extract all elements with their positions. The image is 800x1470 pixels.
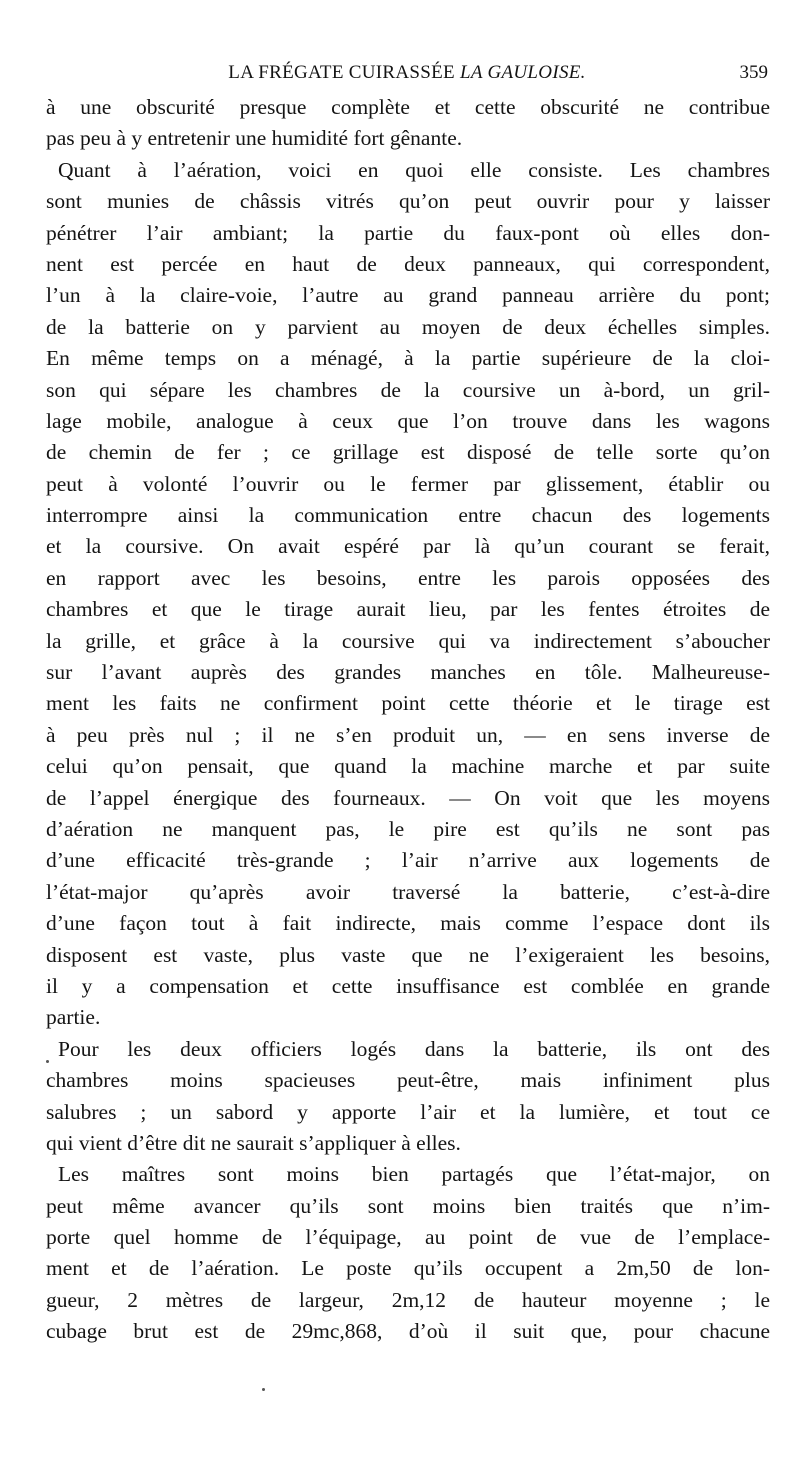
text-line: la grille, et grâce à la coursive qui va indirectement s’aboucher bbox=[46, 628, 770, 653]
text-line: à une obscurité presque complète et cette obscurité ne contribue bbox=[46, 95, 770, 119]
text-line: peut même avancer qu’ils sont moins bien traités que n’im- bbox=[46, 1193, 770, 1218]
text-line: qui vient d’être dit ne saurait s’appliquer à elles. bbox=[46, 1130, 461, 1155]
text-line: Pour les deux officiers logés dans la batterie, ils ont des bbox=[58, 1036, 770, 1061]
text-line: son qui sépare les chambres de la coursive un à-bord, un gril- bbox=[46, 377, 770, 402]
print-speck bbox=[262, 1388, 265, 1391]
text-line: Les maîtres sont moins bien partagés que l’état-major, on bbox=[58, 1162, 770, 1187]
page-number: 359 bbox=[739, 62, 768, 83]
text-line: de l’appel énergique des fourneaux. — On voit que les moyens bbox=[46, 785, 770, 810]
text-line: En même temps on a ménagé, à la partie supérieure de la cloi- bbox=[46, 346, 770, 371]
text-line: Quant à l’aération, voici en quoi elle consiste. Les chambres bbox=[58, 157, 770, 182]
text-line: ment et de l’aération. Le poste qu’ils occupent a 2m,50 de lon- bbox=[46, 1256, 770, 1281]
text-line: à peu près nul ; il ne s’en produit un, — en sens inverse de bbox=[46, 722, 770, 747]
text-line: pénétrer l’air ambiant; la partie du faux-pont où elles don- bbox=[46, 220, 770, 245]
text-line: nent est percée en haut de deux panneaux, qui correspondent, bbox=[46, 251, 770, 276]
text-line: gueur, 2 mètres de largeur, 2m,12 de hauteur moyenne ; le bbox=[46, 1287, 770, 1312]
running-title-regular: LA FRÉGATE CUIRASSÉE bbox=[228, 62, 455, 83]
text-line: d’une façon tout à fait indirecte, mais comme l’espace dont ils bbox=[46, 911, 770, 936]
running-header bbox=[46, 58, 768, 88]
text-line: partie. bbox=[46, 1005, 101, 1030]
text-line: lage mobile, analogue à ceux que l’on trouve dans les wagons bbox=[46, 408, 770, 433]
text-line: peut à volonté l’ouvrir ou le fermer par glissement, établir ou bbox=[46, 471, 770, 496]
text-line: interrompre ainsi la communication entre chacun des logements bbox=[46, 503, 770, 528]
text-line: ment les faits ne confirment point cette théorie et le tirage est bbox=[46, 691, 770, 716]
text-line: d’aération ne manquent pas, le pire est qu’ils ne sont pas bbox=[46, 816, 770, 841]
text-line: de chemin de fer ; ce grillage est disposé de telle sorte qu’on bbox=[46, 440, 770, 465]
running-title bbox=[46, 58, 768, 88]
text-line: il y a compensation et cette insuffisance est comblée en grande bbox=[46, 973, 770, 998]
text-line: de la batterie on y parvient au moyen de deux échelles simples. bbox=[46, 314, 770, 339]
text-line: sur l’avant auprès des grandes manches en tôle. Malheureuse- bbox=[46, 660, 770, 685]
text-line: cubage brut est de 29mc,868, d’où il suit que, pour chacune bbox=[46, 1319, 770, 1344]
text-line: en rapport avec les besoins, entre les parois opposées des bbox=[46, 565, 770, 590]
text-line: pas peu à y entretenir une humidité fort gênante. bbox=[46, 126, 463, 151]
text-line: salubres ; un sabord y apporte l’air et la lumière, et tout ce bbox=[46, 1099, 770, 1124]
text-line: chambres et que le tirage aurait lieu, par les fentes étroites de bbox=[46, 597, 770, 622]
text-line: l’un à la claire-voie, l’autre au grand panneau arrière du pont; bbox=[46, 283, 770, 308]
text-line: chambres moins spacieuses peut-être, mais infiniment plus bbox=[46, 1068, 770, 1093]
text-line: celui qu’on pensait, que quand la machine marche et par suite bbox=[46, 754, 770, 779]
text-line: et la coursive. On avait espéré par là qu’un courant se ferait, bbox=[46, 534, 770, 559]
body-text bbox=[46, 92, 770, 1348]
text-line: sont munies de châssis vitrés qu’on peut ouvrir pour y laisser bbox=[46, 189, 770, 214]
text-line: disposent est vaste, plus vaste que ne l’exigeraient les besoins, bbox=[46, 942, 770, 967]
text-line: d’une efficacité très-grande ; l’air n’arrive aux logements de bbox=[46, 848, 770, 873]
print-speck bbox=[46, 1060, 49, 1063]
text-line: l’état-major qu’après avoir traversé la batterie, c’est-à-dire bbox=[46, 879, 770, 904]
running-title-italic: LA GAULOISE. bbox=[460, 62, 586, 83]
text-line: porte quel homme de l’équipage, au point de vue de l’emplace- bbox=[46, 1225, 770, 1250]
